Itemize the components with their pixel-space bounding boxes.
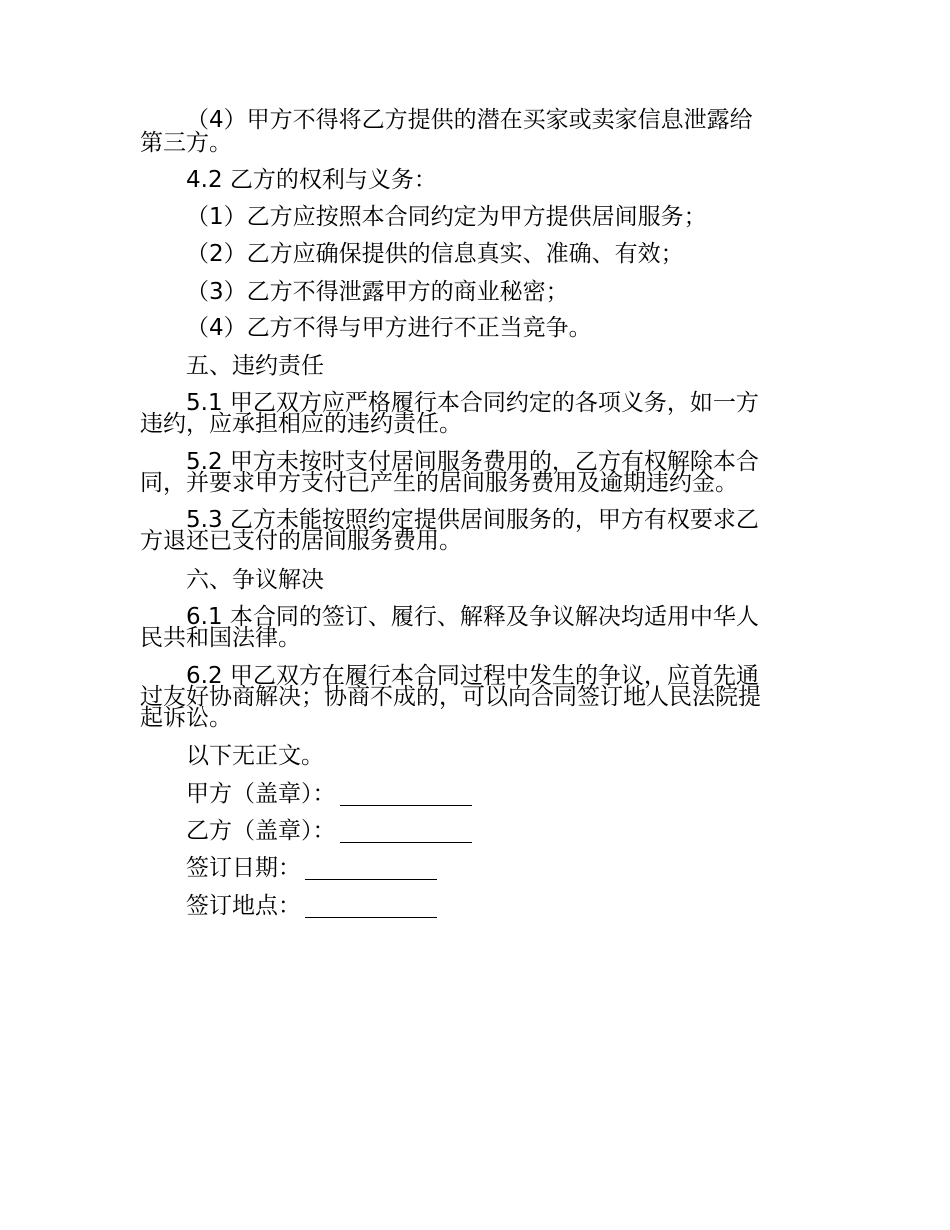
clause-4-2-3: （3）乙方不得泄露甲方的商业秘密； xyxy=(186,279,569,305)
heading-dispute-resolution: 六、争议解决 xyxy=(186,567,324,593)
clause-4-2-1: （1）乙方应按照本合同约定为甲方提供居间服务； xyxy=(186,204,707,230)
signing-place-blank xyxy=(305,895,437,918)
signing-place-label: 签订地点： xyxy=(186,893,301,919)
signature-party-b xyxy=(186,819,472,843)
end-of-text-note: 以下无正文。 xyxy=(186,743,324,769)
signature-party-a xyxy=(186,782,472,806)
clause-4-1-4-line-2: 第三方。 xyxy=(140,130,232,156)
clause-4-1-4-line-1: （4）甲方不得将乙方提供的潜在买家或卖家信息泄露给 xyxy=(186,107,753,133)
clause-5-3-line-2: 方退还已支付的居间服务费用。 xyxy=(140,528,462,554)
signature-party-b-label: 乙方（盖章）： xyxy=(186,818,336,844)
signature-party-b-blank xyxy=(340,820,472,843)
signing-date xyxy=(186,856,437,880)
heading-breach-liability: 五、违约责任 xyxy=(186,353,324,379)
signature-party-a-blank xyxy=(340,783,472,806)
clause-6-2-line-3: 起诉讼。 xyxy=(140,705,232,731)
clause-5-1-line-2: 违约，应承担相应的违约责任。 xyxy=(140,411,462,437)
signature-party-a-label: 甲方（盖章）： xyxy=(186,781,336,807)
signing-date-blank xyxy=(305,857,437,880)
clause-6-1-line-1: 6.1 本合同的签订、履行、解释及争议解决均适用中华人 xyxy=(186,604,759,630)
signing-date-label: 签订日期： xyxy=(186,855,301,881)
clause-5-2-line-1: 5.2 甲方未按时支付居间服务费用的，乙方有权解除本合 xyxy=(186,449,759,475)
signing-place xyxy=(186,894,437,918)
clause-5-2-line-2: 同，并要求甲方支付已产生的居间服务费用及逾期违约金。 xyxy=(140,470,738,496)
clause-4-2-4: （4）乙方不得与甲方进行不正当竞争。 xyxy=(186,315,592,341)
clause-5-1-line-1: 5.1 甲乙双方应严格履行本合同约定的各项义务，如一方 xyxy=(186,390,759,416)
clause-6-1-line-2: 民共和国法律。 xyxy=(140,625,301,651)
clause-6-2-line-2: 过友好协商解决；协商不成的，可以向合同签订地人民法院提 xyxy=(140,684,761,710)
clause-5-3-line-1: 5.3 乙方未能按照约定提供居间服务的，甲方有权要求乙 xyxy=(186,507,759,533)
clause-4-2-2: （2）乙方应确保提供的信息真实、准确、有效； xyxy=(186,241,684,267)
section-4-2-title: 4.2 乙方的权利与义务： xyxy=(186,167,437,193)
clause-6-2-line-1: 6.2 甲乙双方在履行本合同过程中发生的争议，应首先通 xyxy=(186,663,759,689)
